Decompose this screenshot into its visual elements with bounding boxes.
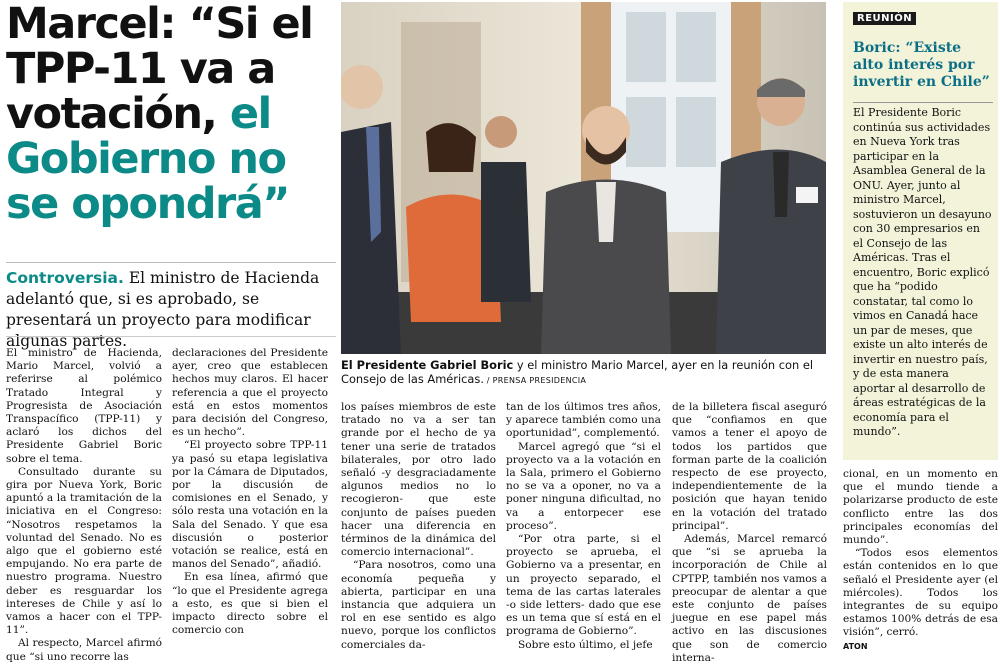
paragraph: los países miembros de este tratado no va a ser tan grande por el hecho de ya tener una serie de tratados bilaterales, por otro lado señaló -y desgraciadamente algunos medios no lo recogieron- que este conjunto de países pueden hacer una diferencia en términos de la dinámica del comercio internacional”. xyxy=(341,401,496,559)
article-column-2 xyxy=(172,347,328,637)
headline-divider xyxy=(6,262,336,263)
paragraph: El ministro de Hacienda, Mario Marcel, volvió a referirse al polémico Tratado Integral y Progresista de Asociación Transpacífico (TPP-11) y aclaró los dichos del Presidente Gabriel Boric sobre el tema. xyxy=(6,347,162,465)
article-column-4 xyxy=(506,401,661,652)
paragraph: declaraciones del Presidente ayer, creo que establecen hechos muy claros. El hacer referencia a que el proyecto está en estos momentos para decisión del Congreso, es un hecho”. xyxy=(172,347,328,439)
paragraph: Sobre esto último, el jefe xyxy=(518,638,653,651)
paragraph: cional, en un momento en que el mundo tiende a polarizarse producto de este conflicto entre las dos principales economías del mundo”. xyxy=(843,468,998,547)
headline xyxy=(6,2,336,227)
news-photo xyxy=(341,2,826,354)
paragraph: de la billetera fiscal aseguró que “confiamos en que vamos a tener el apoyo de todos los partidos que forman parte de la coalición respecto de ese proyecto, independientemente de la posición que hayan tenido en la votación del tratado principal”. xyxy=(672,401,827,532)
sidebar-title: Boric: “Existe alto interés por invertir en Chile” xyxy=(853,40,990,90)
article-column-5 xyxy=(672,401,827,665)
paragraph: “El proyecto sobre TPP-11 ya pasó su etapa legislativa por la Cámara de Diputados, por la discusión de comisiones en el Senado, y sólo resta una votación en la Sala del Senado. Y que esa discusión o posterior votación se realice, está en manos del Senado”, añadió. xyxy=(172,439,328,571)
paragraph: tan de los últimos tres años, y aparece también como una oportunidad”, complementó. xyxy=(506,401,661,440)
paragraph: Marcel agregó que “si el proyecto va a la votación en la Sala, primero el Gobierno no se va a oponer, no va a poner ninguna dificultad, no va a entorpecer ese proceso”. xyxy=(506,440,661,532)
sidebar-tag: REUNIÓN xyxy=(853,12,916,25)
article-column-6 xyxy=(843,468,998,653)
sidebar-body: El Presidente Boric continúa sus actividades en Nueva York tras participar en la Asamblea General de la ONU. Ayer, junto al ministro Marcel, sostuvieron un desayuno con 30 empresarios en el Consejo de las Américas. Tras el encuentro, Boric explicó que ha “podido constatar, tal como lo vimos en Canadá hace un par de meses, que existe un alto interés de invertir en nuestro país, y de esta manera aportar al desarrollo de áreas estratégicas de la economía para el mundo”. xyxy=(853,106,992,438)
headline-part-2: el Gobierno no se opondrá” xyxy=(6,89,289,229)
deck-kicker: Controversia. xyxy=(6,269,124,287)
caption-text: y el ministro Mario Marcel, ayer en la reunión con el Consejo de las Américas. xyxy=(341,358,813,386)
agency-signoff: ATON xyxy=(843,641,868,651)
paragraph: En esa línea, afirmó que “lo que el Presidente agrega a esto, es que si bien el impacto directo sobre el comercio con xyxy=(172,571,328,637)
photo-caption xyxy=(341,358,826,388)
deck-divider xyxy=(6,336,336,337)
deck-text: El ministro de Hacienda adelantó que, si es aprobado, se presentará un proyecto para modificar algunas partes. xyxy=(6,269,320,350)
paragraph: “Por otra parte, si el proyecto se aprueba, el Gobierno va a presentar, en un proyecto separado, el tema de las cartas laterales -o side letters- dado que ese es un tema que sí está en el programa de Gobierno”. xyxy=(506,533,661,638)
paragraph: Al respecto, Marcel afirmó que “si uno recorre las xyxy=(6,637,162,663)
article-column-3 xyxy=(341,401,496,652)
paragraph: Consultado durante su gira por Nueva York, Boric apuntó a la tramitación de la iniciativa en el Congreso: “Nosotros respetamos la voluntad del Senado. No es algo que el gobierno esté empujando. No era parte de nuestro programa. Nuestro deber es resguardar los intereses de Chile y así lo vamos a hacer con el TPP-11”. xyxy=(6,465,162,637)
sidebar-box xyxy=(843,2,998,460)
article-column-1 xyxy=(6,347,162,664)
paragraph: “Para nosotros, como una economía pequeña y abierta, participar en una instancia que adquiera un rol en ese sentido es algo nuevo, porque los conflictos comerciales da- xyxy=(341,559,496,651)
sidebar-divider xyxy=(853,102,993,103)
deck xyxy=(6,268,336,352)
paragraph: Además, Marcel remarcó que “si se aprueba la incorporación de Chile al CPTPP, también nos vamos a preocupar de alentar a que este conjunto de países juegue en ese papel más activo en las discusiones que son de comercio interna- xyxy=(672,533,827,664)
headline-part-1: Marcel: “Si el TPP-11 va a votación, xyxy=(6,0,313,139)
paragraph: “Todos esos elementos están contenidos en lo que señaló el Presidente ayer (el miércoles). Todos los integrantes de su equipo estamos 100% detrás de esa visión”, cerró. xyxy=(843,547,998,639)
photo-credit: / PRENSA PRESIDENCIA xyxy=(483,376,587,385)
caption-bold: El Presidente Gabriel Boric xyxy=(341,358,514,372)
photo-illustration xyxy=(341,2,826,354)
